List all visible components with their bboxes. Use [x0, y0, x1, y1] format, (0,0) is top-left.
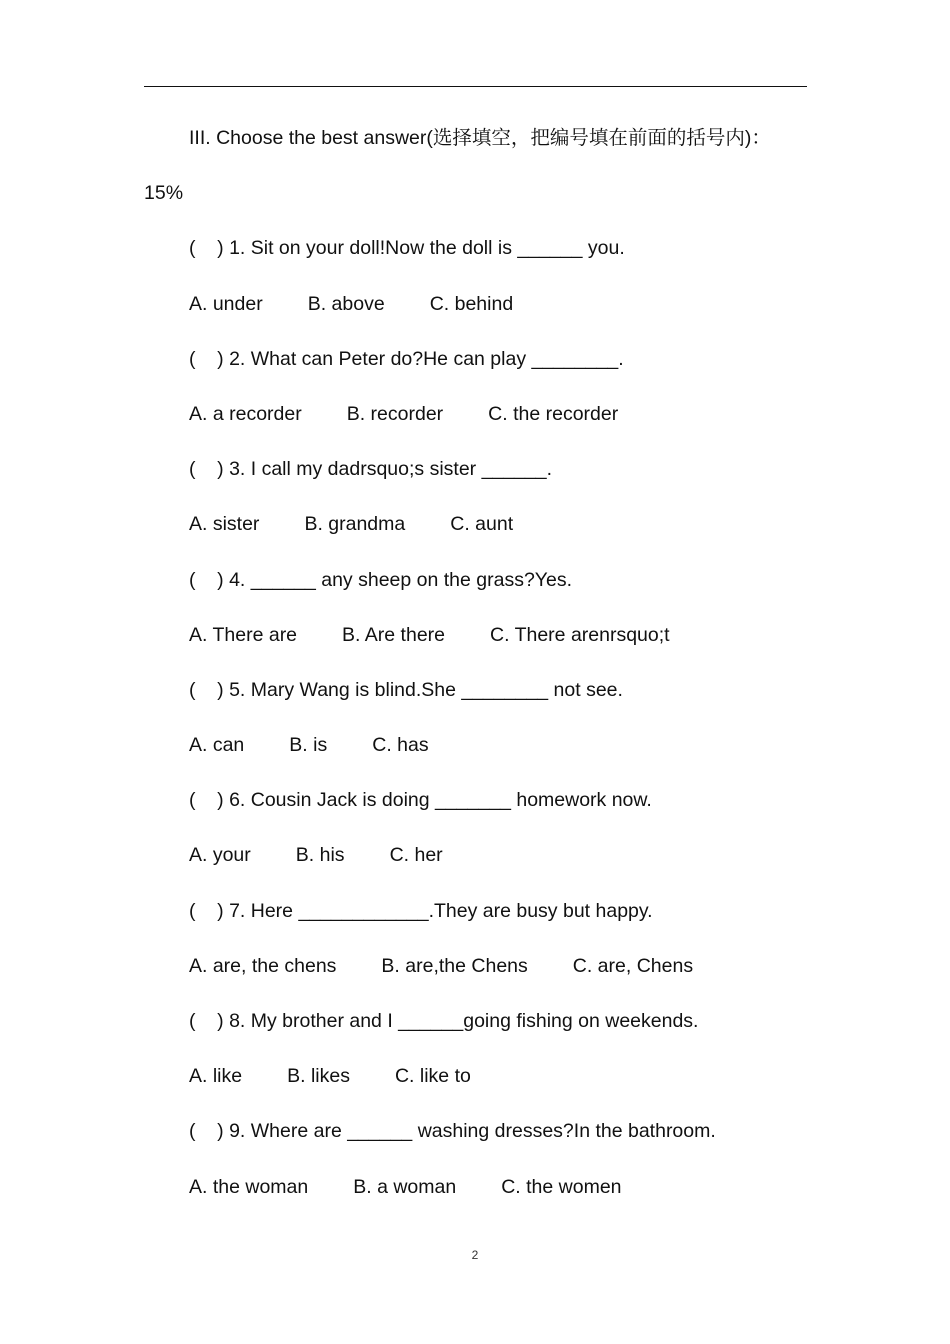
option-a: A. under: [189, 292, 263, 315]
option-a: A. can: [189, 734, 245, 757]
question-4: ( ) 4. ______ any sheep on the grass?Yes.: [189, 568, 573, 591]
option-c: C. the women: [501, 1175, 622, 1198]
question-6: ( ) 6. Cousin Jack is doing _______ homework now.: [189, 789, 652, 812]
option-a: A. the woman: [189, 1175, 309, 1198]
exercise-section: [144, 111, 824, 1215]
question-9: ( ) 9. Where are ______ washing dresses?In the bathroom.: [189, 1120, 716, 1143]
option-c: C. the recorder: [488, 402, 619, 425]
question-8: ( ) 8. My brother and I ______going fishing on weekends.: [189, 1010, 699, 1032]
option-a: A. a recorder: [189, 402, 302, 425]
option-b: B. are,the Chens: [381, 954, 528, 977]
option-b: B. a woman: [353, 1175, 457, 1198]
question-5: ( ) 5. Mary Wang is blind.She ________ not see.: [189, 678, 623, 701]
question-2: ( ) 2. What can Peter do?He can play ________.: [189, 347, 624, 370]
question-1: ( ) 1. Sit on your doll!Now the doll is ______ you.: [189, 237, 625, 260]
question-5-options: [144, 718, 824, 773]
option-a: A. are, the chens: [189, 954, 337, 977]
option-b: B. above: [307, 292, 385, 315]
question-3: ( ) 3. I call my dadrsquo;s sister ______.: [189, 458, 553, 481]
header-rule: [144, 86, 807, 87]
question-7-options: [144, 939, 824, 994]
option-b: B. likes: [287, 1065, 350, 1088]
section-title: III. Choose the best answer(选择填空，把编号填在前面的括号内)：: [189, 127, 771, 149]
question-2-options: [144, 387, 824, 442]
question-7: ( ) 7. Here ____________.They are busy but happy.: [189, 899, 653, 922]
section-score: 15%: [144, 182, 184, 205]
option-c: C. behind: [429, 292, 514, 315]
option-a: A. your: [189, 844, 251, 867]
question-4-options: [144, 608, 824, 663]
option-c: C. aunt: [450, 513, 514, 536]
option-a: A. like: [189, 1065, 243, 1088]
option-b: B. his: [295, 844, 345, 867]
option-b: B. Are there: [342, 623, 446, 646]
option-c: C. There arenrsquo;t: [490, 623, 670, 646]
option-c: C. has: [372, 734, 429, 757]
question-1-options: [144, 277, 824, 332]
option-a: A. sister: [189, 513, 260, 536]
option-b: B. recorder: [346, 402, 444, 425]
question-6-options: [144, 828, 824, 883]
option-a: A. There are: [189, 623, 298, 646]
option-c: C. are, Chens: [572, 954, 694, 977]
option-c: C. like to: [394, 1065, 471, 1088]
question-3-options: [144, 497, 824, 552]
option-b: B. is: [289, 734, 328, 757]
option-c: C. her: [389, 844, 443, 867]
option-b: B. grandma: [304, 513, 406, 536]
page-number: 2: [471, 1248, 479, 1262]
question-9-options: [144, 1160, 824, 1215]
question-8-options: [144, 1049, 824, 1104]
